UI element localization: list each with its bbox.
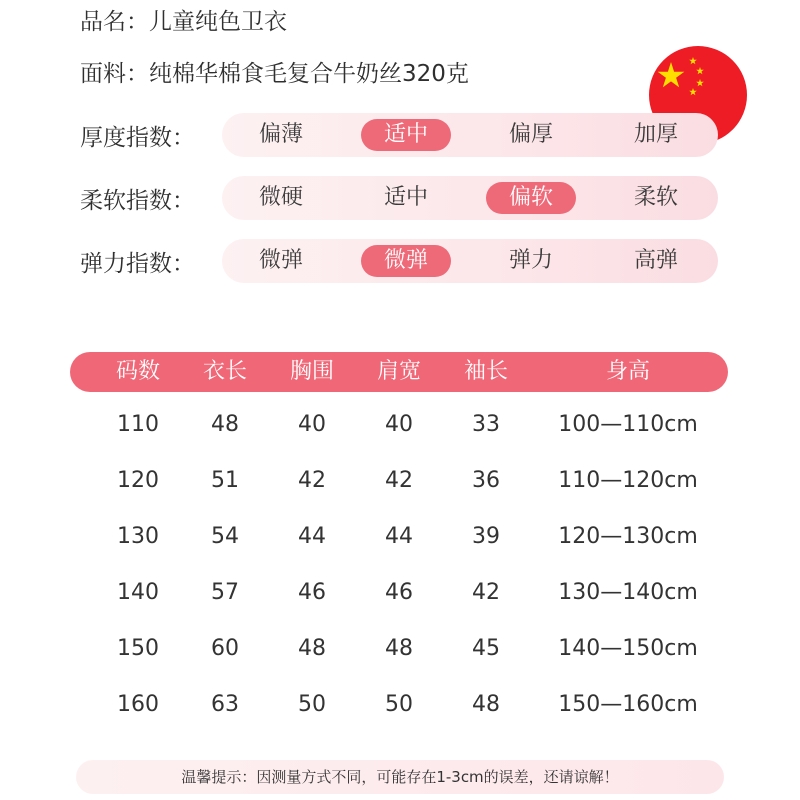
cell-chest: 48	[298, 636, 326, 661]
cell-shoulder: 50	[385, 692, 413, 717]
cell-size: 110	[117, 412, 159, 437]
rating-option: 偏厚	[508, 122, 553, 147]
header-shoulder: 肩宽	[376, 359, 421, 384]
cell-sleeve: 45	[472, 636, 500, 661]
cell-length: 57	[211, 580, 239, 605]
table-row	[0, 454, 800, 510]
cell-chest: 50	[298, 692, 326, 717]
table-row	[0, 622, 800, 678]
cell-length: 48	[211, 412, 239, 437]
cell-size: 160	[117, 692, 159, 717]
cell-size: 140	[117, 580, 159, 605]
table-row	[0, 566, 800, 622]
table-row	[0, 510, 800, 566]
cell-size: 150	[117, 636, 159, 661]
product-fabric: 面料：纯棉华棉食毛复合牛奶丝320克	[80, 61, 469, 87]
cell-length: 63	[211, 692, 239, 717]
cell-size: 120	[117, 468, 159, 493]
cell-shoulder: 46	[385, 580, 413, 605]
table-row	[0, 398, 800, 454]
header-sleeve: 袖长	[463, 359, 508, 384]
cell-chest: 40	[298, 412, 326, 437]
size-chart-header	[70, 352, 728, 392]
table-row	[0, 678, 800, 734]
cell-length: 51	[211, 468, 239, 493]
rating-option-selected: 微弹	[361, 245, 451, 277]
cell-height: 150—160cm	[558, 692, 698, 717]
rating-row-softness	[0, 176, 800, 222]
rating-option: 微弹	[258, 248, 303, 273]
cell-height: 130—140cm	[558, 580, 698, 605]
cell-chest: 46	[298, 580, 326, 605]
rating-row-thickness	[0, 113, 800, 159]
rating-option: 适中	[383, 185, 428, 210]
product-name: 品名：儿童纯色卫衣	[80, 9, 287, 35]
cell-shoulder: 40	[385, 412, 413, 437]
rating-label: 柔软指数：	[80, 188, 195, 214]
cell-height: 120—130cm	[558, 524, 698, 549]
cell-height: 110—120cm	[558, 468, 698, 493]
cell-sleeve: 42	[472, 580, 500, 605]
cell-shoulder: 42	[385, 468, 413, 493]
header-chest: 胸围	[289, 359, 334, 384]
cell-shoulder: 44	[385, 524, 413, 549]
rating-option: 柔软	[633, 185, 678, 210]
cell-length: 60	[211, 636, 239, 661]
cell-sleeve: 36	[472, 468, 500, 493]
rating-label: 厚度指数：	[80, 125, 195, 151]
cell-sleeve: 39	[472, 524, 500, 549]
rating-option: 高弹	[633, 248, 678, 273]
cell-size: 130	[117, 524, 159, 549]
rating-option-selected: 适中	[361, 119, 451, 151]
rating-option: 加厚	[633, 122, 678, 147]
cell-chest: 44	[298, 524, 326, 549]
cell-height: 140—150cm	[558, 636, 698, 661]
header-size: 码数	[115, 359, 160, 384]
rating-option: 弹力	[508, 248, 553, 273]
rating-option-selected: 偏软	[486, 182, 576, 214]
cell-shoulder: 48	[385, 636, 413, 661]
measurement-tip: 温馨提示：因测量方式不同，可能存在1-3cm的误差，还请谅解！	[76, 760, 724, 794]
cell-height: 100—110cm	[558, 412, 698, 437]
rating-row-elasticity	[0, 239, 800, 285]
cell-sleeve: 33	[472, 412, 500, 437]
rating-label: 弹力指数：	[80, 251, 195, 277]
rating-option: 偏薄	[258, 122, 303, 147]
header-height: 身高	[605, 359, 650, 384]
rating-option: 微硬	[258, 185, 303, 210]
cell-length: 54	[211, 524, 239, 549]
header-length: 衣长	[202, 359, 247, 384]
cell-sleeve: 48	[472, 692, 500, 717]
cell-chest: 42	[298, 468, 326, 493]
